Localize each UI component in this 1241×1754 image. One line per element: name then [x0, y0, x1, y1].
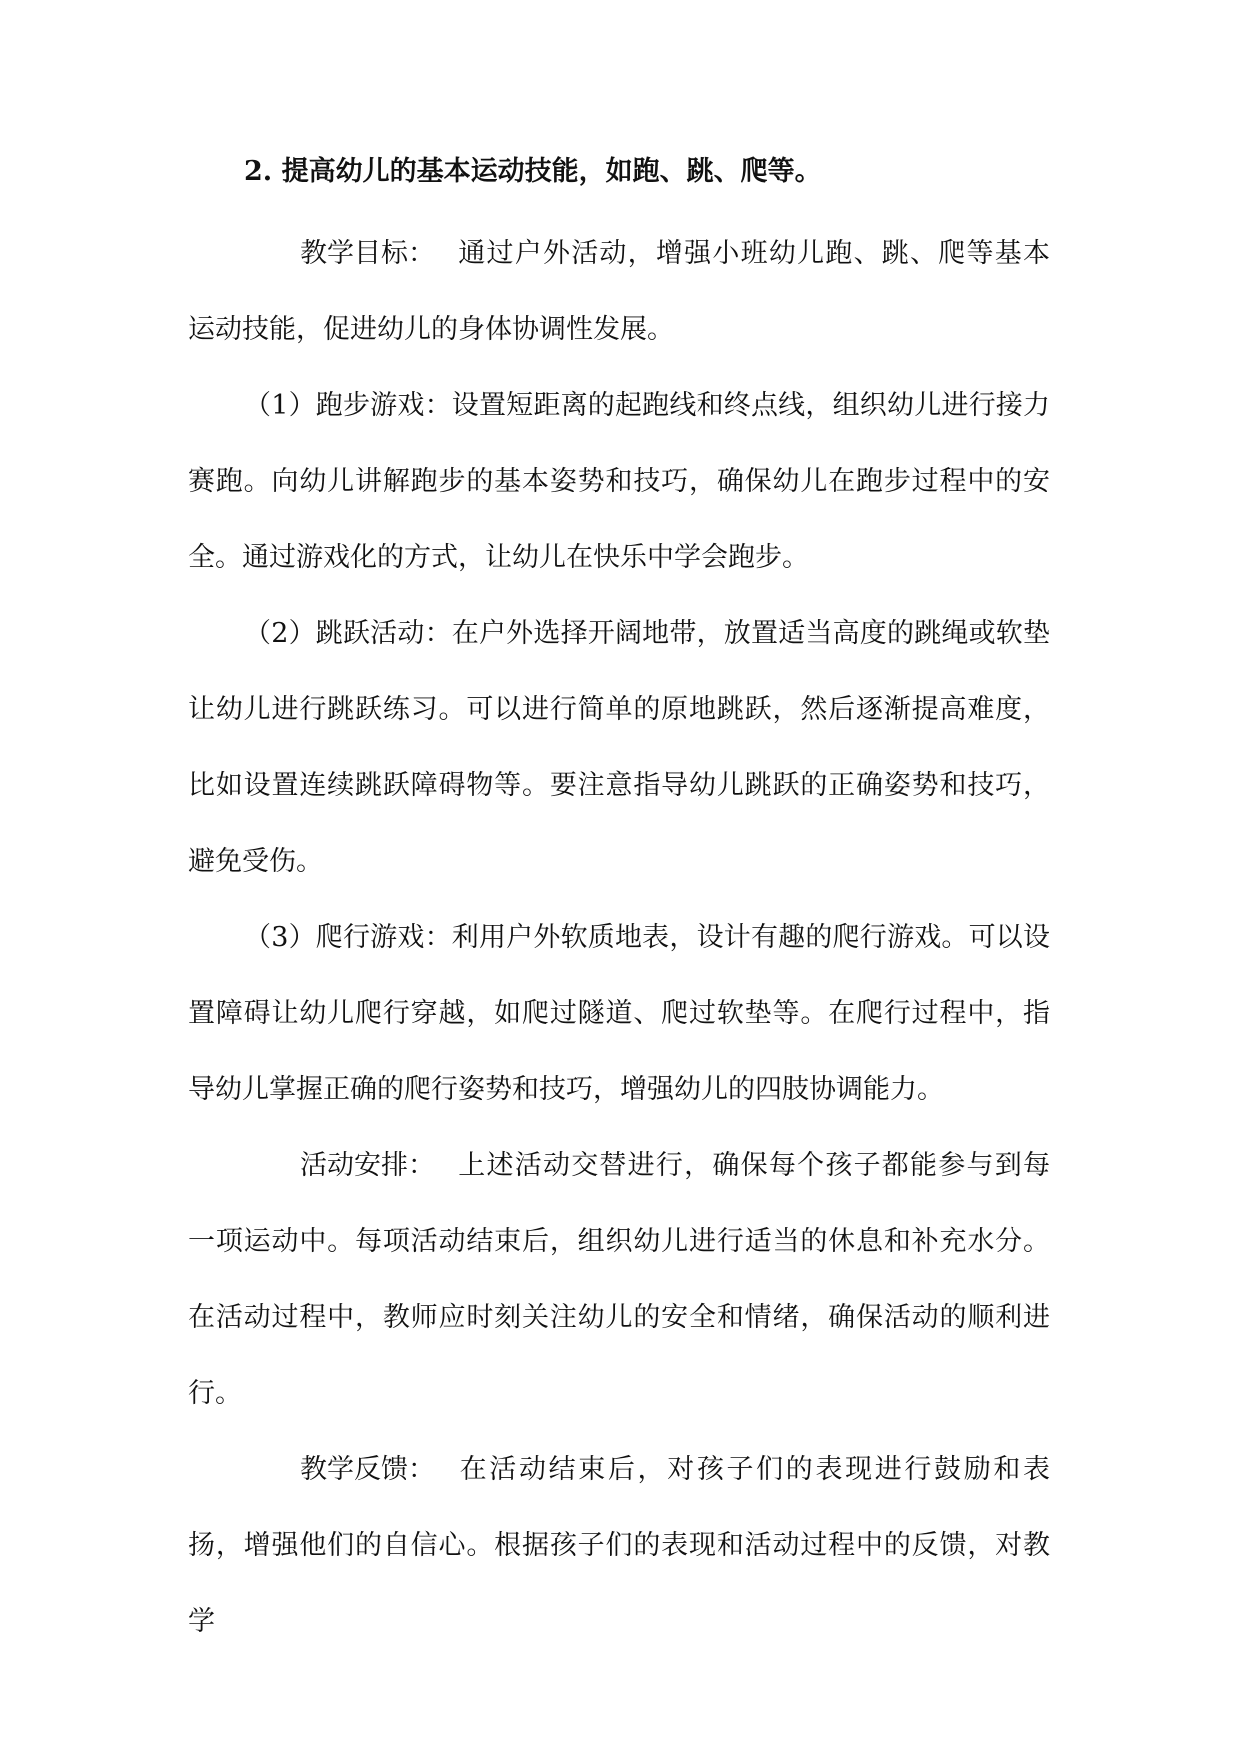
document-body — [188, 142, 1050, 1660]
paragraph-text: （2）跳跃活动：在户外选择开阔地带，放置适当高度的跳绳或软垫让幼儿进行跳跃练习。可以进行简单的原地跳跃，然后逐渐提高难度，比如设置连续跳跃障碍物等。要注意指导幼儿跳跃的正确姿势和技巧，避免受伤。 — [188, 618, 1050, 877]
paragraph-teaching-feedback — [188, 1432, 1050, 1660]
paragraph-text: （1）跑步游戏：设置短距离的起跑线和终点线，组织幼儿进行接力赛跑。向幼儿讲解跑步的基本姿势和技巧，确保幼儿在跑步过程中的安全。通过游戏化的方式，让幼儿在快乐中学会跑步。 — [188, 390, 1050, 573]
paragraph-jumping-activity — [188, 596, 1050, 900]
paragraph-label: 教学目标： — [300, 238, 435, 269]
paragraph-label: 活动安排： — [300, 1150, 435, 1181]
paragraph-text: 在活动结束后，对孩子们的表现进行鼓励和表扬，增强他们的自信心。根据孩子们的表现和活动过程中的反馈，对教学 — [188, 1454, 1050, 1637]
paragraph-teaching-goal — [188, 216, 1050, 368]
paragraph-activity-arrangement — [188, 1128, 1050, 1432]
paragraph-text: 上述活动交替进行，确保每个孩子都能参与到每一项运动中。每项活动结束后，组织幼儿进行适当的休息和补充水分。在活动过程中，教师应时刻关注幼儿的安全和情绪，确保活动的顺利进行。 — [188, 1150, 1050, 1409]
paragraph-crawling-game — [188, 900, 1050, 1128]
paragraph-running-game — [188, 368, 1050, 596]
section-heading: 2. 提高幼儿的基本运动技能，如跑、跳、爬等。 — [244, 156, 822, 187]
paragraph-text: （3）爬行游戏：利用户外软质地表，设计有趣的爬行游戏。可以设置障碍让幼儿爬行穿越，如爬过隧道、爬过软垫等。在爬行过程中，指导幼儿掌握正确的爬行姿势和技巧，增强幼儿的四肢协调能力。 — [188, 922, 1050, 1105]
paragraph-text: 通过户外活动，增强小班幼儿跑、跳、爬等基本运动技能，促进幼儿的身体协调性发展。 — [188, 238, 1050, 345]
paragraph-label: 教学反馈： — [300, 1454, 435, 1485]
